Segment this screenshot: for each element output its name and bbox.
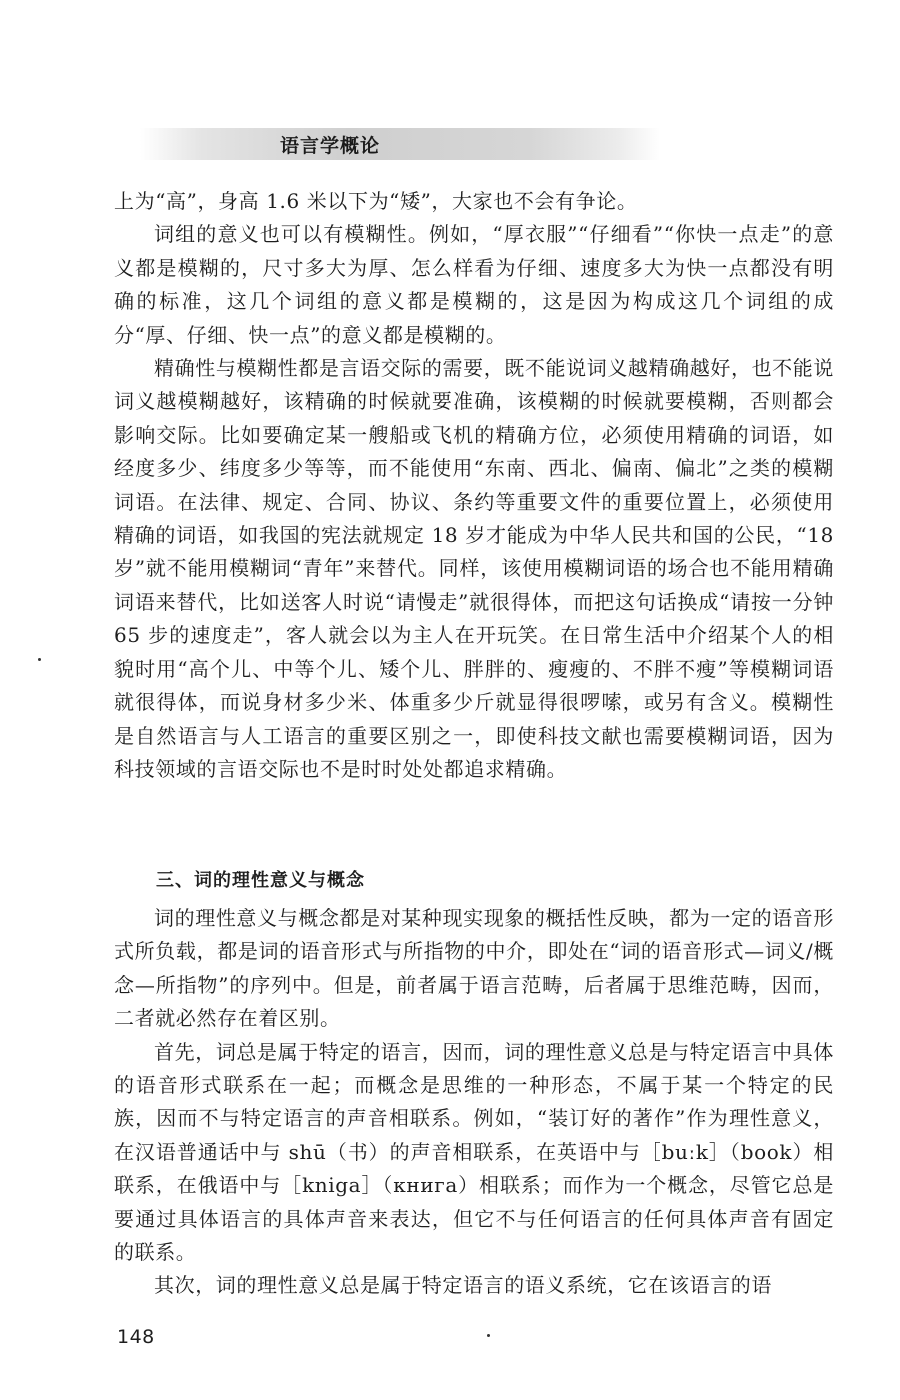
page-number: 148 bbox=[117, 1326, 155, 1348]
paragraph-precision-vs-vagueness: 精确性与模糊性都是言语交际的需要，既不能说词义越精确越好，也不能说词义越模糊越好，该精确的时候就要准确，该模糊的时候就要模糊，否则都会影响交际。比如要确定某一艘船或飞机的精确方位，必须使用精确的词语，如经度多少、纬度多少等等，而不能使用“东南、西北、偏南、偏北”之类的模糊词语。在法律、规定、合同、协议、条约等重要文件的重要位置上，必须使用精确的词语，如我国的宪法就规定 18 岁才能成为中华人民共和国的公民，“18 岁”就不能用模糊词“青年”来替代。同样，该使用模糊词语的场合也不能用精确词语来替代，比如送客人时说“请慢走”就很得体，而把这句话换成“请按一分钟 65 步的速度走”，客人就会以为主人在开玩笑。在日常生活中介绍某个人的相貌时用“高个儿、中等个儿、矮个儿、胖胖的、瘦瘦的、不胖不瘦”等模糊词语就很得体，而说身材多少米、体重多少斤就显得很啰嗦，或另有含义。模糊性是自然语言与人工语言的重要区别之一，即使科技文献也需要模糊词语，因为科技领域的言语交际也不是时时处处都追求精确。 bbox=[114, 356, 834, 781]
section-heading: 三、词的理性意义与概念 bbox=[156, 870, 365, 891]
paragraph-continuation: 上为“高”，身高 1.6 米以下为“矮”，大家也不会有争论。 bbox=[114, 189, 638, 213]
header-band bbox=[140, 128, 660, 160]
scan-speck bbox=[38, 658, 41, 661]
running-header-title: 语言学概论 bbox=[280, 135, 381, 157]
paragraph-second-difference: 其次，词的理性意义总是属于特定语言的语义系统，它在该语言的语 bbox=[154, 1273, 772, 1298]
text-block-top bbox=[114, 185, 834, 786]
paragraph-rational-meaning-concept: 词的理性意义与概念都是对某种现实现象的概括性反映，都为一定的语音形式所负载，都是词的语音形式与所指物的中介，即处在“词的语音形式—词义/概念—所指物”的序列中。但是，前者属于语言范畴，后者属于思维范畴，因而，二者就必然存在着区别。 bbox=[114, 906, 834, 1031]
scan-speck bbox=[487, 1334, 490, 1337]
paragraph-phrase-vagueness: 词组的意义也可以有模糊性。例如，“厚衣服”“仔细看”“你快一点走”的意义都是模糊的，尺寸多大为厚、怎么样看为仔细、速度多大为快一点都没有明确的标准，这几个词组的意义都是模糊的，这是因为构成这几个词组的成分“厚、仔细、快一点”的意义都是模糊的。 bbox=[114, 222, 834, 347]
paragraph-first-difference: 首先，词总是属于特定的语言，因而，词的理性意义总是与特定语言中具体的语音形式联系在一起；而概念是思维的一种形态，不属于某一个特定的民族，因而不与特定语言的声音相联系。例如，“装订好的著作”作为理性意义，在汉语普通话中与 shū（书）的声音相联系，在英语中与［buːk］（book）相联系，在俄语中与［kniga］（книга）相联系；而作为一个概念，尽管它总是要通过具体语言的具体声音来表达，但它不与任何语言的任何具体声音有固定的联系。 bbox=[114, 1039, 834, 1265]
text-block-bottom bbox=[114, 902, 834, 1303]
